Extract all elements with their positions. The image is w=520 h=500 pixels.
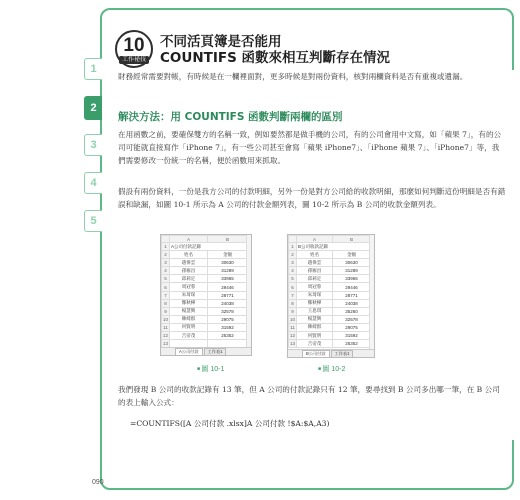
sheet-tab-worksheet1[interactable]: 工作表1 bbox=[331, 350, 354, 358]
column-header-a: A bbox=[297, 236, 333, 243]
name-cell[interactable]: 楊慧興 bbox=[297, 315, 333, 323]
amount-cell[interactable]: 33965 bbox=[208, 275, 248, 283]
formula-text: =COUNTIFS([A 公司付款 .xlsx]A 公司付款 !$A:$A,A3) bbox=[130, 419, 330, 428]
sheet-title-cell[interactable]: A公司付款記錄 bbox=[170, 243, 248, 251]
name-cell[interactable]: 邱莉定 bbox=[170, 275, 208, 283]
name-cell[interactable]: 王思琪 bbox=[297, 307, 333, 315]
row-number: 5 bbox=[162, 275, 170, 283]
amount-cell[interactable]: 31289 bbox=[333, 267, 371, 275]
figure-label-1: ■ 圖 10-1 bbox=[197, 364, 224, 374]
chapter-tab-5[interactable]: 5 bbox=[84, 210, 102, 232]
sheet-tab-a-payment[interactable]: A公司付款 bbox=[175, 348, 203, 356]
amount-cell[interactable]: 28771 bbox=[333, 291, 371, 299]
tip-number-badge bbox=[115, 30, 153, 68]
header-cell[interactable]: 金額 bbox=[208, 251, 248, 259]
amount-cell[interactable]: 31289 bbox=[208, 267, 248, 275]
figure-label-2: ■ 圖 10-2 bbox=[318, 364, 345, 374]
row-number: 11 bbox=[290, 324, 295, 330]
amount-cell[interactable]: 35260 bbox=[333, 307, 371, 315]
amount-cell[interactable]: 30630 bbox=[208, 259, 248, 267]
chapter-tab-4[interactable]: 4 bbox=[84, 172, 102, 194]
row-number: 5 bbox=[289, 275, 297, 283]
name-cell[interactable]: 鄭秋樺 bbox=[170, 299, 208, 307]
amount-cell[interactable]: 31592 bbox=[333, 332, 371, 340]
header-cell[interactable]: 姓名 bbox=[297, 251, 333, 259]
row-number: 11 bbox=[163, 324, 168, 330]
row-number: 7 bbox=[289, 291, 297, 299]
name-cell[interactable]: 陳綺群 bbox=[170, 315, 208, 323]
amount-cell[interactable]: 31592 bbox=[208, 323, 248, 331]
row-number: 8 bbox=[289, 299, 297, 307]
row-number: 3 bbox=[162, 259, 170, 267]
column-header-b: B bbox=[333, 236, 371, 243]
row-number: 1 bbox=[289, 243, 297, 251]
spreadsheet-b bbox=[287, 234, 375, 358]
row-number: 6 bbox=[162, 283, 170, 291]
sheet-tab-b-payment[interactable]: B公司付款 bbox=[302, 350, 330, 358]
tip-number: 10 bbox=[123, 34, 145, 56]
row-number: 9 bbox=[162, 307, 170, 315]
row-number: 10 bbox=[290, 316, 296, 322]
title-line-2: COUNTIFS 函數來相互判斷存在情況 bbox=[160, 50, 391, 66]
sheet-b-grid bbox=[288, 235, 371, 348]
title-line-1: 不同活頁簿是否能用 bbox=[160, 34, 282, 50]
row-number: 4 bbox=[289, 267, 297, 275]
row-number: 4 bbox=[162, 267, 170, 275]
row-number: 8 bbox=[162, 299, 170, 307]
amount-cell[interactable]: 28771 bbox=[208, 291, 248, 299]
sheet-a-grid bbox=[161, 235, 248, 348]
amount-cell[interactable]: 24038 bbox=[208, 299, 248, 307]
row-number: 6 bbox=[289, 283, 297, 291]
sheet-a-scrollbar[interactable] bbox=[246, 235, 251, 347]
amount-cell[interactable]: 24038 bbox=[333, 299, 371, 307]
name-cell[interactable]: 孫雁昌 bbox=[297, 267, 333, 275]
section-heading: 解決方法：用 COUNTIFS 函數判斷兩欄的區別 bbox=[118, 111, 343, 123]
name-cell[interactable]: 周冠蓉 bbox=[170, 283, 208, 291]
row-number: 2 bbox=[289, 251, 297, 259]
sheet-b-tabs bbox=[288, 349, 374, 357]
name-cell[interactable]: 楊慧興 bbox=[170, 307, 208, 315]
header-cell[interactable]: 姓名 bbox=[170, 251, 208, 259]
name-cell[interactable]: 趙偉雲 bbox=[297, 259, 333, 267]
name-cell[interactable]: 周冠蓉 bbox=[297, 283, 333, 291]
paragraph-find-extra: 我們發現 B 公司的收款記錄有 13 筆，但 A 公司的付款記錄只有 12 筆，要尋找到 B 公司多出哪一筆，在 B 公司的表上輸入公式： bbox=[118, 385, 500, 407]
row-number: 12 bbox=[163, 333, 169, 339]
name-cell[interactable]: 邱莉定 bbox=[297, 275, 333, 283]
sheet-title-cell[interactable]: B公司收款記錄 bbox=[297, 243, 371, 251]
row-number: 12 bbox=[290, 333, 296, 339]
spreadsheet-a bbox=[160, 234, 252, 356]
chapter-tab-1[interactable]: 1 bbox=[84, 58, 102, 80]
row-number: 3 bbox=[289, 259, 297, 267]
paragraph-two-lists: 假設有兩份資料，一份是我方公司的付款明細，另外一份是對方公司給的收款明細，那麼如何判斷這份明細是否有錯誤和缺漏，如圖 10-1 所示為 A 公司的付款金額列表，圖 10-2 所示為 B 公司的收款金額列表。 bbox=[118, 187, 506, 209]
intro-paragraph: 財務經常需要對帳，有時候是在一欄裡面對，更多時候是對兩份資料，核對兩欄資料是否有重複或遺漏。 bbox=[118, 72, 468, 81]
column-header-a: A bbox=[170, 236, 208, 243]
name-cell[interactable]: 鄭秋樺 bbox=[297, 299, 333, 307]
amount-cell[interactable]: 25352 bbox=[333, 340, 371, 348]
amount-cell[interactable]: 29446 bbox=[333, 283, 371, 291]
header-cell[interactable]: 金額 bbox=[333, 251, 371, 259]
sheet-b-scrollbar[interactable] bbox=[369, 235, 374, 349]
name-cell[interactable]: 孫雁昌 bbox=[170, 267, 208, 275]
amount-cell[interactable]: 29075 bbox=[208, 315, 248, 323]
name-cell[interactable]: 吉帝茂 bbox=[170, 332, 208, 340]
amount-cell[interactable]: 32578 bbox=[333, 315, 371, 323]
amount-cell[interactable]: 29446 bbox=[208, 283, 248, 291]
amount-cell[interactable]: 33965 bbox=[333, 275, 371, 283]
name-cell[interactable]: 何賢明 bbox=[170, 323, 208, 331]
page-number: 090 bbox=[92, 479, 104, 486]
chapter-tab-2[interactable]: 2 bbox=[84, 96, 102, 120]
paragraph-naming: 在用函數之前，要確保雙方的名稱一致，例如要然都是做手機的公司，有的公司會用中文寫，如「蘋果 7」，有的公司可能就直接寫作「iPhone 7」，有一些公司甚至會寫「蘋果 iPhone7」、「iPhone 蘋果 7」、「iPhone7」等，我們需要修改一份統一的名稱，便於函數用來抓取。 bbox=[118, 130, 502, 165]
name-cell[interactable]: 朱琦琛 bbox=[170, 291, 208, 299]
name-cell[interactable]: 陳綺群 bbox=[297, 323, 333, 331]
row-number: 13 bbox=[163, 341, 169, 347]
amount-cell[interactable]: 25352 bbox=[208, 332, 248, 340]
name-cell[interactable]: 何賢明 bbox=[297, 332, 333, 340]
name-cell[interactable]: 吉帝茂 bbox=[297, 340, 333, 348]
row-number: 1 bbox=[162, 243, 170, 251]
name-cell[interactable]: 趙偉雲 bbox=[170, 259, 208, 267]
row-number: 7 bbox=[162, 291, 170, 299]
chapter-tab-3[interactable]: 3 bbox=[84, 134, 102, 156]
row-number: 2 bbox=[162, 251, 170, 259]
amount-cell[interactable]: 32578 bbox=[208, 307, 248, 315]
amount-cell[interactable]: 30630 bbox=[333, 259, 371, 267]
sheet-tab-worksheet1[interactable]: 工作表1 bbox=[204, 348, 227, 356]
sheet-a-tabs bbox=[161, 347, 251, 355]
page-title bbox=[160, 34, 390, 66]
name-cell[interactable]: 朱琦琛 bbox=[297, 291, 333, 299]
column-header-b: B bbox=[208, 236, 248, 243]
row-number: 9 bbox=[289, 307, 297, 315]
row-number: 10 bbox=[163, 316, 169, 322]
amount-cell[interactable]: 29075 bbox=[333, 323, 371, 331]
tip-tag: 工作祕技 bbox=[119, 56, 149, 64]
row-number: 13 bbox=[290, 341, 296, 347]
